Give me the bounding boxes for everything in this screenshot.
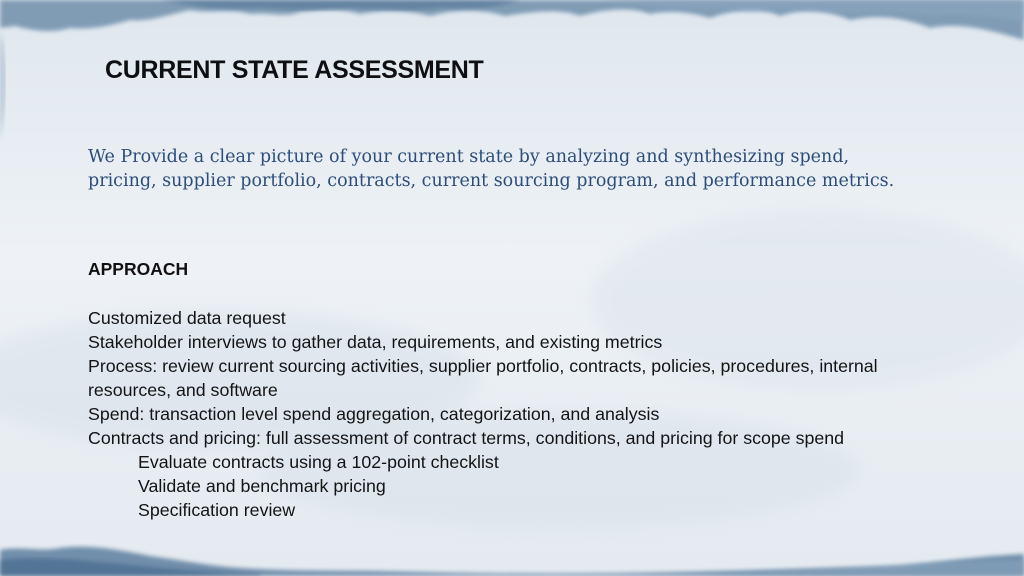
list-item: Stakeholder interviews to gather data, requirements, and existing metrics — [88, 332, 663, 352]
intro-paragraph: We Provide a clear picture of your current state by analyzing and synthesizing spend, pricing, supplier portfolio, contracts, current sourcing program, and performance metrics. — [88, 147, 895, 191]
approach-heading: APPROACH — [88, 259, 189, 279]
list-item: Spend: transaction level spend aggregation, categorization, and analysis — [88, 404, 660, 424]
approach-list — [88, 306, 913, 522]
sub-list-item: Validate and benchmark pricing — [138, 476, 386, 496]
list-item: Contracts and pricing: full assessment of contract terms, conditions, and pricing for scope spend — [88, 428, 845, 448]
sub-list-item: Evaluate contracts using a 102-point checklist — [138, 452, 499, 472]
slide-title: CURRENT STATE ASSESSMENT — [105, 56, 484, 84]
list-item: Process: review current sourcing activities, supplier portfolio, contracts, policies, procedures, internal resources, and software — [88, 356, 878, 400]
sub-list-item: Specification review — [138, 500, 296, 520]
list-item: Customized data request — [88, 308, 286, 328]
